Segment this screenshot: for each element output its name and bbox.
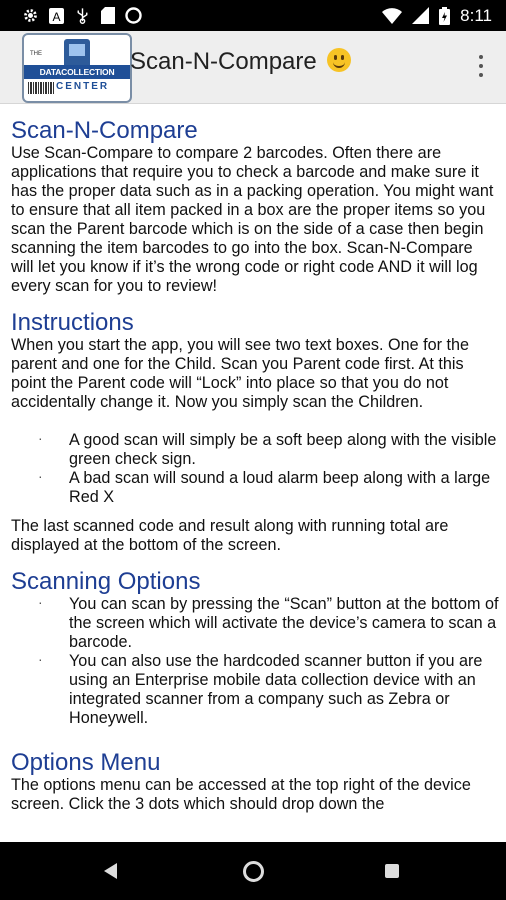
gear-icon	[22, 7, 39, 24]
logo-center-text: CENTER	[56, 81, 110, 92]
scanning-options-bullets	[11, 595, 499, 728]
app-title-row	[130, 48, 351, 76]
a-notification-icon	[49, 8, 64, 24]
list-item: · You can also use the hardcoded scanner button if you are using an Enterprise mobile data collection device with an integrated scanner from a company such as Zebra or Honeywell.	[38, 651, 483, 727]
instructions-bullets	[11, 431, 499, 507]
barcode-icon	[28, 82, 54, 94]
clock: 8:11	[460, 5, 492, 25]
section-heading-options-menu: Options Menu	[11, 749, 161, 776]
usb-icon	[74, 7, 91, 24]
logo-band-text: DATACOLLECTION	[24, 65, 130, 79]
back-icon[interactable]	[104, 863, 117, 879]
list-item: · A bad scan will sound a loud alarm beep along with a large Red X	[38, 468, 491, 506]
section-body-instructions: When you start the app, you will see two text boxes. One for the parent and one for the Child. Scan you Parent code first. At this point the Parent code will “Lock” into place so that you do not accidentally change it. Now you simply scan the Children.	[11, 336, 469, 411]
recents-icon[interactable]	[385, 864, 399, 878]
app-bar	[0, 31, 506, 104]
help-content	[11, 118, 499, 842]
list-item: · A good scan will simply be a soft beep along with the visible green check sign.	[38, 430, 497, 468]
app-title: Scan-N-Compare	[130, 48, 317, 75]
navigation-bar	[0, 842, 506, 900]
more-vert-icon[interactable]	[478, 55, 484, 77]
svg-text:A: A	[52, 9, 61, 24]
status-bar	[0, 0, 506, 31]
section-footer-instructions: The last scanned code and result along with running total are displayed at the bottom of the screen.	[11, 517, 449, 554]
sd-card-icon	[101, 7, 115, 24]
section-heading-scan-n-compare: Scan-N-Compare	[11, 118, 198, 144]
circle-icon	[125, 7, 142, 24]
smiling-face-icon	[327, 48, 351, 72]
battery-icon	[439, 7, 450, 25]
wifi-icon	[382, 8, 402, 24]
section-body-options-menu: The options menu can be accessed at the top right of the device screen. Click the 3 dots which should drop down the	[11, 776, 471, 813]
section-heading-scanning-options: Scanning Options	[11, 568, 201, 595]
app-logo	[22, 33, 132, 103]
home-icon[interactable]	[243, 861, 264, 882]
section-body-scan-n-compare: Use Scan-Compare to compare 2 barcodes. Often there are applications that require you to check a barcode and make sure it has the proper data such as in a packing operation. You might want to ensure that all item packed in a box are the proper items so you scan the Parent barcode which is on the side of a case then begin scanning the item barcodes to go into the box. Scan-N-Compare will let you know if it’s the wrong code or right code AND it will log every scan for you to review!	[11, 144, 494, 295]
signal-icon	[412, 7, 429, 24]
list-item: · You can scan by pressing the “Scan” button at the bottom of the screen which will activate the device’s camera to scan a barcode.	[38, 594, 499, 651]
section-heading-instructions: Instructions	[11, 309, 134, 336]
logo-the-text: THE	[30, 51, 42, 57]
